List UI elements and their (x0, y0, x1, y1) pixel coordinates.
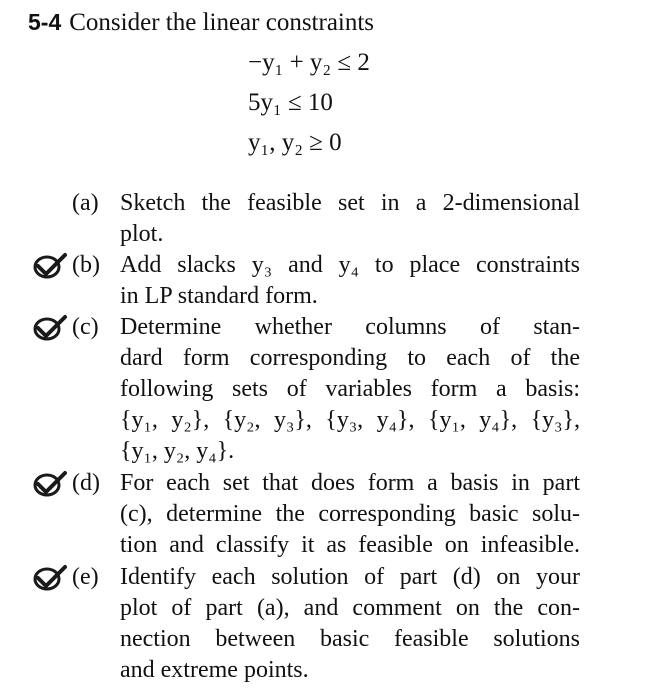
part-label: (d) (72, 470, 100, 496)
part-line: plot of part (a), and comment on the con- (120, 595, 580, 621)
part-a (0, 188, 649, 250)
part-line: Sketch the feasible set in a 2-dimensional (120, 190, 580, 216)
part-line: Add slacks y₃ and y₄ to place constraints (120, 252, 580, 278)
part-line: For each set that does form a basis in part (120, 470, 580, 496)
check-circle-icon (30, 470, 68, 498)
constraint-3: y₁, y₂ ≥ 0 (248, 129, 342, 156)
part-d (0, 468, 649, 562)
part-body (120, 468, 580, 561)
part-b (0, 250, 649, 312)
part-line: nection between basic feasible solutions (120, 626, 580, 652)
constraint-1: −y₁ + y₂ ≤ 2 (248, 49, 370, 76)
constraint-2: 5y₁ ≤ 10 (248, 89, 333, 116)
part-c (0, 312, 649, 468)
check-circle-icon (30, 314, 68, 342)
part-line: {y₁, y₂, y₄}. (120, 438, 235, 464)
part-line: in LP standard form. (120, 283, 318, 309)
problem-parts (0, 188, 649, 686)
part-line: following sets of variables form a basis: (120, 376, 580, 402)
problem-number: 5-4 (28, 9, 62, 35)
part-body (120, 312, 580, 467)
constraint-list (248, 47, 370, 167)
problem-title: Consider the linear constraints (69, 9, 375, 36)
part-line: plot. (120, 221, 164, 247)
part-label: (a) (72, 190, 99, 216)
part-body (120, 250, 580, 312)
part-body (120, 562, 580, 686)
part-label: (e) (72, 564, 99, 590)
part-line: and extreme points. (120, 657, 309, 683)
check-circle-icon (30, 252, 68, 280)
part-line: dard form corresponding to each of the (120, 345, 580, 371)
part-label: (b) (72, 252, 100, 278)
part-line: Identify each solution of part (d) on your (120, 564, 580, 590)
part-line: (c), determine the corresponding basic solu- (120, 501, 580, 527)
part-line: tion and classify it as feasible on infeasible. (120, 532, 580, 558)
problem-heading (28, 6, 374, 39)
part-label: (c) (72, 314, 99, 340)
part-body (120, 188, 580, 250)
check-circle-icon (30, 564, 68, 592)
part-e (0, 562, 649, 686)
part-line: Determine whether columns of stan- (120, 314, 580, 340)
part-line: {y₁, y₂}, {y₂, y₃}, {y₃, y₄}, {y₁, y₄}, {y₃}, (120, 407, 580, 433)
